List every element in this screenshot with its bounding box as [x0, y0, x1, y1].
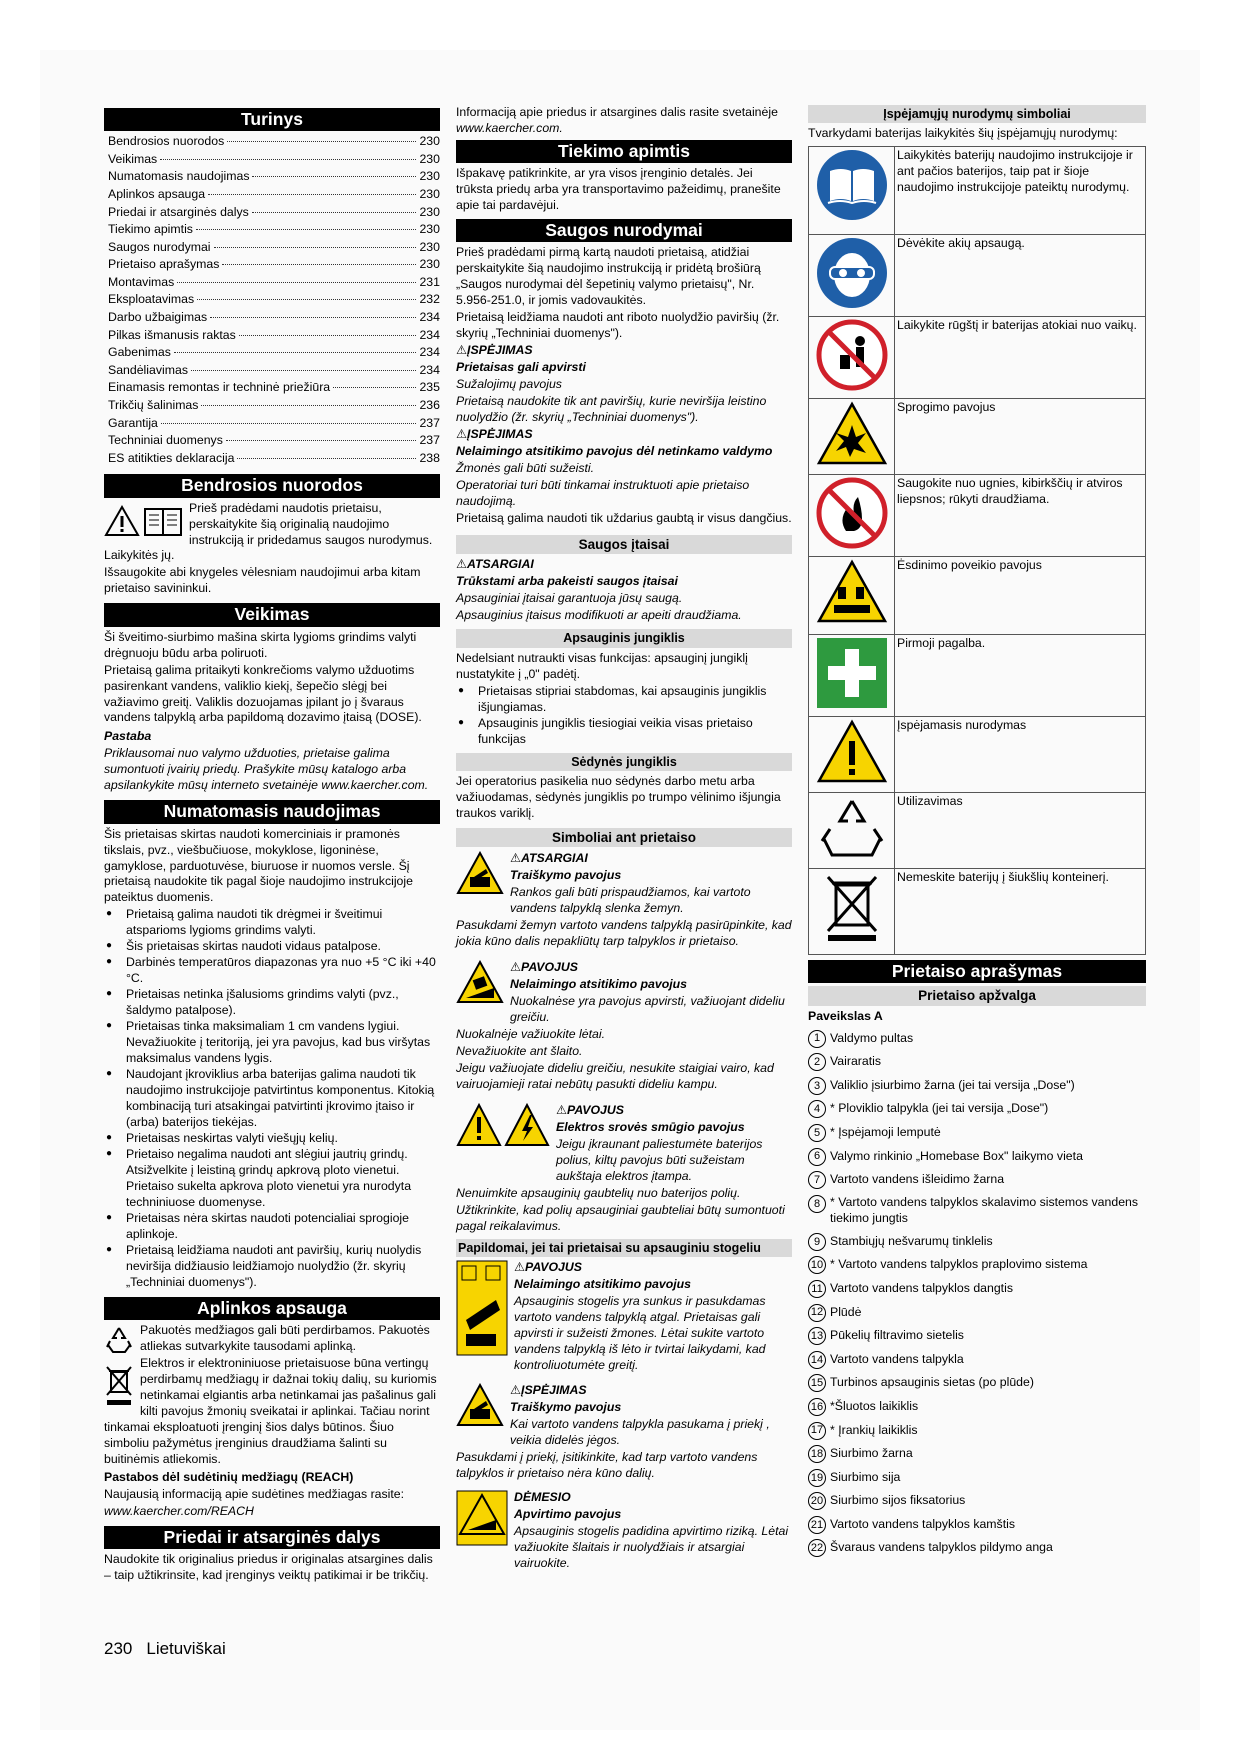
legend-text: Pūkelių filtravimo sietelis: [830, 1328, 964, 1343]
symbol-electric-more2: Užtikrinkite, kad polių apsauginiai gaubteliai būtų sumontuoti pagal reikalavimus.: [456, 1202, 785, 1233]
toc-entry-page: 234: [419, 362, 440, 377]
safety-w1-label: ⚠ĮSPĖJIMAS: [456, 343, 533, 358]
figure-legend-list: [808, 1027, 1146, 1560]
safety-devices-title: Trūkstami arba pakeisti saugos įtaisai: [456, 574, 678, 589]
environment-heading: Aplinkos apsauga: [104, 1297, 440, 1320]
toc-entry[interactable]: [104, 134, 440, 152]
symbol-text: Įspėjamasis nurodymas: [895, 717, 1146, 793]
toc-entry-title: Aplinkos apsauga: [108, 186, 206, 201]
toc-entry[interactable]: [104, 345, 440, 363]
scope-p1: Išpakavę patikrinkite, ar yra visos įrenginio detalės. Jei trūksta priedų arba yra transportavimo pažeidimų, pranešite apie tai pardavėjui.: [456, 166, 781, 213]
legend-number: 22: [808, 1539, 826, 1557]
toc-entry-title: Sandėliavimas: [108, 362, 188, 377]
symbol-text: Nemeskite baterijų į šiukšlių konteinerį.: [895, 869, 1146, 955]
toc-entry-page: 231: [419, 274, 440, 289]
crush-hazard-icon: [456, 851, 504, 895]
general-icons: [104, 505, 183, 537]
recycling-icon: [809, 793, 895, 869]
environment-p2: Elektros ir elektroniniuose prietaisuose būna vertingų perdirbamų medžiagų ir dažnai tokių dalių, su kuriomis netinkamai elgiantis arba netinkamai jas pašalinus gali kilti pavojus žmonių sveikatai ir aplinkai. Tačiau norint tinkamai eksploatuoti įrenginį šios dalys būtinos. Šiuo simboliu pažymėtus įrenginius draudžiama šalinti su buitinėmis atliekomis.: [104, 1356, 437, 1467]
roof-caution-title: Apvirtimo pavojus: [514, 1506, 622, 1521]
figure-legend-item: [808, 1145, 1146, 1169]
legend-text: Valdymo pultas: [830, 1030, 914, 1045]
safety-w1-title: Prietaisas gali apvirsti: [456, 360, 586, 375]
symbol-crush-title: Traiškymo pavojus: [510, 868, 622, 883]
column-middle: [456, 105, 792, 1573]
toc-heading: Turinys: [104, 108, 440, 131]
legend-text: Plūdė: [830, 1304, 862, 1319]
roof-tipping-icon: [456, 1260, 508, 1356]
legend-number: 16: [808, 1398, 826, 1416]
legend-text: Turbinos apsauginis sietas (po plūde): [830, 1375, 1034, 1390]
overview-heading: Prietaiso apžvalga: [808, 986, 1146, 1006]
figure-legend-item: [808, 1254, 1146, 1278]
list-item: ● Darbinės temperatūros diapazonas yra nuo +5 °C iki +40 °C.: [104, 955, 440, 987]
toc-entry[interactable]: [104, 363, 440, 381]
toc-entry-page: 234: [419, 345, 440, 360]
operation-p2: Prietaisą galima pritaikyti konkrečioms valymo užduotims pasirenkant vandens, valiklio kiekį, šepečio slėgį bei važiavimo greitį. Valiklis dozuojamas įpilant jo į švaraus vandens talpyklą arba papildomą dozavimo įtaisą (DOSE).: [104, 662, 422, 725]
symbol-crush-label: ⚠ATSARGIAI: [510, 851, 588, 866]
symbol-crush-block: [456, 851, 792, 918]
accessories-url[interactable]: www.kaercher.com.: [456, 120, 563, 135]
toc-entry[interactable]: [104, 152, 440, 170]
operation-note-text: Priklausomai nuo valymo užduoties, prietaise galima sumontuoti įvairių priedų. Prašykite mūsų katalogo arba apsilankykite mūsų interneto svetainėje www.kaercher.com.: [104, 746, 429, 793]
reach-url[interactable]: www.kaercher.com/REACH: [104, 1504, 254, 1519]
toc-entry-page: 230: [419, 151, 440, 166]
operation-heading: Veikimas: [104, 603, 440, 626]
safety-w2-l2: Operatoriai turi būti tinkamai instruktuoti apie prietaiso naudojimą.: [456, 477, 750, 508]
legend-text: Vartoto vandens talpyklos dangtis: [830, 1280, 1013, 1295]
battery-symbols-intro: Tvarkydami baterijas laikykitės šių įspėjamųjų nurodymų:: [808, 126, 1118, 141]
symbol-tipping-more1: Nuokalnėje važiuokite lėtai.: [456, 1027, 606, 1042]
toc-leader: [239, 335, 417, 336]
toc-entry[interactable]: [104, 416, 440, 434]
legend-text: Vairaratis: [830, 1054, 882, 1069]
toc-entry-page: 235: [419, 380, 440, 395]
figure-legend-item: [808, 1168, 1146, 1192]
symbol-row: [809, 557, 1146, 635]
eye-protection-icon: [809, 235, 895, 317]
general-heading: Bendrosios nuorodos: [104, 474, 440, 497]
recycling-icon: [104, 1325, 134, 1355]
toc-entry-title: Veikimas: [108, 151, 158, 166]
seat-switch-heading: Sėdynės jungiklis: [456, 753, 792, 771]
operation-note-label: Pastaba: [104, 729, 152, 744]
list-item: ● Prietaisas tinka maksimaliam 1 cm vandens lygiui. Nevažiuokite į teritoriją, jei yra pavojus, kad bus viršytas maksimalus vandens lygis.: [104, 1019, 440, 1067]
toc-entry-page: 232: [419, 292, 440, 307]
list-item: ● Prietaisas stipriai stabdomas, kai apsauginis jungiklis išjungiamas.: [456, 684, 792, 716]
explosion-icon: [809, 399, 895, 475]
toc-leader: [226, 440, 417, 441]
symbol-text: Ėsdinimo poveikio pavojus: [895, 557, 1146, 635]
symbol-tipping-label: ⚠PAVOJUS: [510, 960, 578, 975]
symbol-row: [809, 793, 1146, 869]
symbol-row: [809, 717, 1146, 793]
general-warning-icon: [456, 1103, 502, 1147]
figure-legend-item: [808, 1050, 1146, 1074]
toc-entry[interactable]: [104, 187, 440, 205]
toc-list: [104, 134, 440, 468]
column-left: [104, 105, 440, 1585]
legend-text: * Įrankių laikiklis: [830, 1422, 918, 1437]
symbol-text: Utilizavimas: [895, 793, 1146, 869]
safety-w2-l1: Žmonės gali būti sužeisti.: [456, 460, 595, 475]
list-item: ● Prietaisą leidžiama naudoti ant paviršių, kurių nuolydis neviršija didžiausio leidžiamojo nuolydžio (žr. skyrių „Techniniai duomenys").: [104, 1243, 440, 1291]
no-fire-icon: [809, 475, 895, 557]
accessories-p1: Naudokite tik originalius priedus ir originalas atsargines dalis – taip užtikrinsite, kad įrenginys veiktų patikimai ir be trikčių.: [104, 1552, 433, 1583]
safety-heading: Saugos nurodymai: [456, 219, 792, 242]
figure-legend-item: [808, 1074, 1146, 1098]
device-symbols-heading: Simboliai ant prietaiso: [456, 828, 792, 848]
toc-entry[interactable]: [104, 433, 440, 451]
toc-entry[interactable]: [104, 451, 440, 469]
legend-number: 14: [808, 1351, 826, 1369]
toc-leader: [214, 247, 417, 248]
symbol-tipping-text: Nuokalnėse yra pavojus apvirsti, važiuojant dideliu greičiu.: [510, 994, 785, 1025]
symbol-row: [809, 869, 1146, 955]
toc-entry-page: 230: [419, 239, 440, 254]
list-item: ● Šis prietaisas skirtas naudoti vidaus patalpose.: [104, 939, 440, 955]
legend-text: Vartoto vandens talpyklos kamštis: [830, 1516, 1015, 1531]
list-item: ● Prietaisą galima naudoti tik drėgmei ir šveitimui atsparioms lygioms grindims valyti.: [104, 907, 440, 939]
keep-children-away-icon: [809, 317, 895, 399]
figure-legend-item: [808, 1419, 1146, 1443]
column-right: [808, 105, 1146, 1560]
toc-entry-title: Garantija: [108, 415, 158, 430]
toc-entry-page: 230: [419, 222, 440, 237]
footer-language: Lietuviškai: [146, 1639, 226, 1658]
roof-danger-title: Nelaimingo atsitikimo pavojus: [514, 1277, 691, 1292]
figure-legend-item: [808, 1121, 1146, 1145]
legend-number: 10: [808, 1256, 826, 1274]
toc-entry-title: Trikčių šalinimas: [108, 398, 199, 413]
figure-legend-item: [808, 1372, 1146, 1396]
warning-icon: [809, 717, 895, 793]
symbol-electric-title: Elektros srovės smūgio pavojus: [556, 1120, 745, 1135]
roof-caution-label: DĖMESIO: [514, 1490, 571, 1504]
symbol-crush-text: Rankos gali būti prispaudžiamos, kai vartoto vandens talpyklą slenka žemyn.: [510, 885, 751, 916]
legend-number: 15: [808, 1374, 826, 1392]
legend-number: 21: [808, 1516, 826, 1534]
legend-text: * Vartoto vandens talpyklos praplovimo sistema: [830, 1257, 1088, 1272]
symbol-row: [809, 399, 1146, 475]
page-number: 230: [104, 1639, 133, 1658]
legend-number: 19: [808, 1469, 826, 1487]
toc-leader: [333, 387, 416, 388]
toc-entry[interactable]: [104, 275, 440, 293]
toc-entry-page: 234: [419, 327, 440, 342]
symbol-tipping-more3: Jeigu važiuojate dideliu greičiu, nesukite staigiai vairo, kad vairuojamieji ratai nebūtų pasukti dideliu kampu.: [456, 1061, 774, 1092]
legend-number: 12: [808, 1304, 826, 1322]
figure-legend-item: [808, 1301, 1146, 1325]
safety-devices-heading: Saugos įtaisai: [456, 535, 792, 555]
accessories-p2: Informaciją apie priedus ir atsargines dalis rasite svetainėje: [456, 105, 778, 119]
symbol-text: Laikykitės baterijų naudojimo instrukcijoje ir ant pačios baterijos, taip pat ir šioje naudojimo instrukcijoje pateiktų nurodymų.: [895, 147, 1146, 235]
symbol-row: [809, 475, 1146, 557]
legend-number: 2: [808, 1053, 826, 1071]
roof-heading: Papildomai, jei tai prietaisai su apsauginiu stogeliu: [456, 1239, 792, 1257]
symbol-text: Sprogimo pavojus: [895, 399, 1146, 475]
safety-w1-l2: Prietaisą naudokite tik ant paviršių, kurie neviršija leistino nuolydžio (žr. skyrių „Techniniai duomenys").: [456, 394, 767, 425]
toc-leader: [160, 159, 416, 160]
symbol-electric-more1: Nenuimkite apsauginių gaubtelių nuo baterijos polių.: [456, 1186, 741, 1200]
toc-entry[interactable]: [104, 169, 440, 187]
roof-crush-label: ⚠ĮSPĖJIMAS: [510, 1383, 587, 1398]
roof-crush-block: [456, 1383, 792, 1450]
toc-entry-title: Tiekimo apimtis: [108, 222, 193, 237]
list-item: ● Apsauginis jungiklis tiesiogiai veikia visas prietaiso funkcijas: [456, 716, 792, 748]
legend-text: Valiklio įsiurbimo žarna (jei tai versija „Dose"): [830, 1077, 1075, 1092]
toc-entry-title: Gabenimas: [108, 345, 171, 360]
first-aid-icon: [809, 635, 895, 717]
toc-leader: [237, 458, 416, 459]
list-item: ● Naudojant įkroviklius arba baterijas galima naudoti tik naudojimo instrukcijoje patvirtintus komponentus. Kitokią kombinaciją turi atsakingai patvirtinti įkrovimo įtaiso ir (arba) baterijos tiekėjas.: [104, 1067, 440, 1131]
toc-entry[interactable]: [104, 205, 440, 223]
list-item: ● Prietaisas nėra skirtas naudoti potencialiai sprogioje aplinkoje.: [104, 1211, 440, 1243]
legend-number: 6: [808, 1148, 826, 1166]
toc-leader: [210, 317, 416, 318]
page-footer: [104, 1638, 226, 1660]
battery-symbols-heading: Įspėjamųjų nurodymų simboliai: [808, 105, 1146, 123]
legend-text: Vartoto vandens išleidimo žarna: [830, 1172, 1005, 1187]
roof-crush-more: Pasukdami į priekį, įsitikinkite, kad tarp vartoto vandens talpyklos ir prietaiso nėra kūno dalių.: [456, 1450, 758, 1481]
toc-entry-page: 236: [419, 398, 440, 413]
manual-icon: [809, 147, 895, 235]
toc-entry-page: 238: [419, 450, 440, 465]
general-text-2: Išsaugokite abi knygeles vėlesniam naudojimui arba kitam prietaiso savininkui.: [104, 565, 421, 596]
figure-legend-item: [808, 1537, 1146, 1561]
emergency-switch-list: [456, 684, 792, 748]
toc-entry-title: Eksploatavimas: [108, 292, 195, 307]
legend-text: *Šluotos laikiklis: [830, 1398, 919, 1413]
roof-danger-block: [456, 1260, 792, 1375]
symbol-tipping-block: [456, 960, 792, 1027]
safety-devices-label: ⚠ATSARGIAI: [456, 557, 534, 572]
figure-legend-item: [808, 1027, 1146, 1051]
symbol-crush-more: Pasukdami žemyn vartoto vandens talpyklą pasirūpinkite, kad jokia kūno dalis nepakliūtų tarp talpyklos ir prietaiso.: [456, 918, 792, 949]
legend-text: Siurbimo žarna: [830, 1446, 913, 1461]
toc-entry-title: Numatomasis naudojimas: [108, 169, 250, 184]
symbol-text: Saugokite nuo ugnies, kibirkščių ir atviros liepsnos; rūkyti draudžiama.: [895, 475, 1146, 557]
legend-number: 7: [808, 1171, 826, 1189]
list-item: ● Prietaisas neskirtas valyti viešųjų kelių.: [104, 1131, 440, 1147]
roof-caution-block: [456, 1490, 792, 1573]
toc-entry-title: Techniniai duomenys: [108, 433, 223, 448]
figure-legend-item: [808, 1348, 1146, 1372]
emergency-switch-heading: Apsauginis jungiklis: [456, 629, 792, 647]
read-manual-icon: [143, 505, 183, 537]
legend-number: 13: [808, 1327, 826, 1345]
symbol-row: [809, 317, 1146, 399]
legend-number: 20: [808, 1492, 826, 1510]
toc-entry[interactable]: [104, 310, 440, 328]
toc-entry-title: Priedai ir atsarginės dalys: [108, 204, 249, 219]
description-heading: Prietaiso aprašymas: [808, 960, 1146, 983]
intended-use-heading: Numatomasis naudojimas: [104, 800, 440, 823]
toc-leader: [222, 264, 416, 265]
symbol-tipping-more2: Nevažiuokite ant šlaito.: [456, 1044, 583, 1059]
toc-leader: [201, 405, 416, 406]
warning-triangle-icon: [104, 505, 140, 537]
toc-entry-page: 230: [419, 204, 440, 219]
list-item: ● Prietaisas netinka įšalusioms grindims valyti (pvz., šaldymo patalpose).: [104, 987, 440, 1019]
roof-danger-text: Apsauginis stogelis yra sunkus ir pasukdamas vartoto vandens talpyklą atgal. Prietaisas gali apvirsti ir sužeisti žmones. Lėtai sukite vartoto vandens talpyklą iš lėto ir tvirtai laikydami, kad kontroliuotumėte greitį.: [514, 1294, 766, 1373]
toc-entry[interactable]: [104, 257, 440, 275]
general-text-1: Prieš pradėdami naudotis prietaisu, perskaitykite šią originalią naudojimo instrukciją ir pridedamus saugos nurodymus. Laikykitės jų.: [104, 500, 433, 563]
toc-entry-page: 230: [419, 186, 440, 201]
figure-legend-item: [808, 1513, 1146, 1537]
toc-leader: [252, 176, 416, 177]
emergency-switch-p1: Nedelsiant nutraukti visas funkcijas: apsauginį jungiklį nustatykite į „0" padėtį.: [456, 650, 748, 681]
toc-entry[interactable]: [104, 240, 440, 258]
legend-text: Vartoto vandens talpykla: [830, 1351, 964, 1366]
safety-w2-title: Nelaimingo atsitikimo pavojus dėl netinkamo valdymo: [456, 443, 773, 458]
toc-entry-title: Pilkas išmanusis raktas: [108, 327, 236, 342]
figure-legend-item: [808, 1466, 1146, 1490]
figure-legend-item: [808, 1324, 1146, 1348]
symbol-row: [809, 147, 1146, 235]
safety-p2: Prietaisą leidžiama naudoti ant riboto nuolydžio paviršių (žr. skyrių „Techniniai duomenys").: [456, 310, 780, 341]
safety-devices-l1: Apsauginiai įtaisai garantuoja jūsų saugą.: [456, 591, 683, 606]
legend-text: * Vartoto vandens talpyklos skalavimo sistemos vandens tiekimo jungtis: [830, 1194, 1139, 1225]
symbol-text: Laikykite rūgštį ir baterijas atokiai nuo vaikų.: [895, 317, 1146, 399]
roof-crush-title: Traiškymo pavojus: [510, 1400, 622, 1415]
legend-text: * Ploviklio talpykla (jei tai versija „Dose"): [830, 1101, 1049, 1116]
legend-text: Švaraus vandens talpyklos pildymo anga: [830, 1540, 1053, 1555]
operation-p1: Ši šveitimo-siurbimo mašina skirta lygioms grindims valyti drėgnuoju būdu arba poliruoti.: [104, 629, 417, 660]
legend-text: Siurbimo sijos fiksatorius: [830, 1493, 966, 1508]
roof-crush-text: Kai vartoto vandens talpykla pasukama į priekį , veikia didelės jėgos.: [510, 1417, 770, 1448]
figure-legend-item: [808, 1395, 1146, 1419]
roof-crush-icon: [456, 1383, 504, 1427]
crossed-bin-icon: [809, 869, 895, 955]
safety-w2-label: ⚠ĮSPĖJIMAS: [456, 427, 533, 441]
toc-leader: [191, 370, 416, 371]
toc-leader: [196, 229, 417, 230]
roof-slope-icon: [456, 1490, 508, 1546]
list-item: ● Prietaiso negalima naudoti ant slėgiui jautrių grindų. Atsižvelkite į leistiną grindų apkrovą ploto vienetui. Prietaiso sukelta apkrova ploto vienetui yra nurodyta techniniuose duomenyse.: [104, 1147, 440, 1211]
intended-use-list: [104, 907, 440, 1291]
legend-number: 17: [808, 1422, 826, 1440]
toc-leader: [252, 212, 417, 213]
symbol-tipping-title: Nelaimingo atsitikimo pavojus: [510, 977, 687, 992]
symbol-electric-text: Jeigu įkraunant paliestumėte baterijos polius, kiltų pavojus būti sužeistam aukštaja elektros įtampa.: [556, 1137, 763, 1184]
symbol-text: Pirmoji pagalba.: [895, 635, 1146, 717]
crossed-bin-small-icon: [104, 1364, 134, 1408]
legend-number: 9: [808, 1233, 826, 1251]
toc-leader: [197, 299, 416, 300]
toc-leader: [174, 352, 417, 353]
legend-number: 4: [808, 1100, 826, 1118]
legend-text: Valymo rinkinio „Homebase Box" laikymo vieta: [830, 1148, 1083, 1163]
legend-number: 18: [808, 1445, 826, 1463]
legend-text: Siurbimo sija: [830, 1469, 901, 1484]
toc-entry-title: Saugos nurodymai: [108, 239, 211, 254]
toc-entry[interactable]: [104, 328, 440, 346]
toc-entry-page: 230: [419, 134, 440, 149]
legend-number: 1: [808, 1030, 826, 1048]
toc-entry[interactable]: [104, 292, 440, 310]
toc-entry-page: 230: [419, 169, 440, 184]
battery-symbols-table: [808, 146, 1146, 955]
environment-p1: Pakuotės medžiagos gali būti perdirbamos. Pakuotės atliekas sutvarkykite tausodami aplinką.: [140, 1323, 430, 1354]
legend-number: 8: [808, 1195, 826, 1213]
toc-entry-page: 230: [419, 257, 440, 272]
toc-entry-title: Montavimas: [108, 274, 175, 289]
environment-icons: [104, 1325, 136, 1413]
symbol-text: Dėvėkite akių apsaugą.: [895, 235, 1146, 317]
accessories-heading: Priedai ir atsarginės dalys: [104, 1526, 440, 1549]
safety-devices-l2: Apsauginius įtaisus modifikuoti ar apeiti draudžiama.: [456, 608, 742, 623]
electric-shock-icon: [504, 1103, 550, 1147]
intended-use-p1: Šis prietaisas skirtas naudoti komerciniais ir pramonės tikslais, pvz., viešbučiuose, mokyklose, ligoninėse, gamyklose, parduotuvėse, biuruose ir nuomos versle. Šį prietaisą naudokite tik pagal šioje naudojimo instrukcijoje pateiktus duomenis.: [104, 826, 413, 905]
legend-text: Stambiųjų nešvarumų tinklelis: [830, 1233, 993, 1248]
figure-legend-item: [808, 1098, 1146, 1122]
figure-legend-item: [808, 1490, 1146, 1514]
toc-entry-title: ES atitikties deklaracija: [108, 450, 235, 465]
toc-entry-title: Darbo užbaigimas: [108, 310, 208, 325]
symbol-electric-label: ⚠PAVOJUS: [556, 1103, 624, 1118]
toc-entry-title: Bendrosios nuorodos: [108, 134, 225, 149]
safety-w2-l3: Prietaisą galima naudoti tik uždarius gaubtą ir visus dangčius.: [456, 510, 792, 525]
safety-w1-l1: Sužalojimų pavojus: [456, 377, 562, 392]
toc-entry-page: 234: [419, 310, 440, 325]
symbol-electric-block: [456, 1103, 792, 1186]
figure-legend-item: [808, 1230, 1146, 1254]
toc-leader: [227, 141, 416, 142]
toc-entry-title: Einamasis remontas ir techninė priežiūra: [108, 380, 331, 395]
symbol-row: [809, 235, 1146, 317]
legend-number: 11: [808, 1280, 826, 1298]
scope-heading: Tiekimo apimtis: [456, 140, 792, 163]
seat-switch-p1: Jei operatorius pasikelia nuo sėdynės darbo metu arba važiuodamas, sėdynės jungiklis po trumpo vėlinimo išjungia traukos variklį.: [456, 773, 781, 820]
legend-text: * Įspėjamoji lemputė: [830, 1124, 941, 1139]
legend-number: 5: [808, 1124, 826, 1142]
corrosive-icon: [809, 557, 895, 635]
figure-legend-item: [808, 1192, 1146, 1230]
toc-leader: [177, 282, 416, 283]
reach-text: Naujausią informaciją apie sudėtines medžiagas rasite:: [104, 1487, 405, 1502]
toc-leader: [161, 423, 417, 424]
toc-leader: [208, 194, 416, 195]
figure-label: Paveikslas A: [808, 1008, 883, 1023]
toc-entry[interactable]: [104, 222, 440, 240]
toc-entry-page: 237: [419, 433, 440, 448]
toc-entry[interactable]: [104, 398, 440, 416]
safety-p1: Prieš pradėdami pirmą kartą naudoti prietaisą, atidžiai perskaitykite šią naudojimo instrukciją ir pridėtą brošiūrą „Saugos nurodymai dėl šepetinių valymo prietaisų", Nr. 5.956-251.0, ir jomis vadovaukitės.: [456, 245, 761, 308]
legend-number: 3: [808, 1077, 826, 1095]
toc-entry-title: Prietaiso aprašymas: [108, 257, 220, 272]
tipping-hazard-icon: [456, 960, 504, 1004]
reach-title: Pastabos dėl sudėtinių medžiagų (REACH): [104, 1470, 354, 1485]
figure-legend-item: [808, 1442, 1146, 1466]
symbol-row: [809, 635, 1146, 717]
roof-caution-text: Apsauginis stogelis padidina apvirtimo riziką. Lėtai važiuokite šlaitais ir nuolydžiais ir atsargiai vairuokite.: [514, 1523, 789, 1570]
figure-legend-item: [808, 1277, 1146, 1301]
toc-entry-page: 237: [419, 415, 440, 430]
toc-entry[interactable]: [104, 380, 440, 398]
roof-danger-label: ⚠PAVOJUS: [514, 1260, 582, 1275]
